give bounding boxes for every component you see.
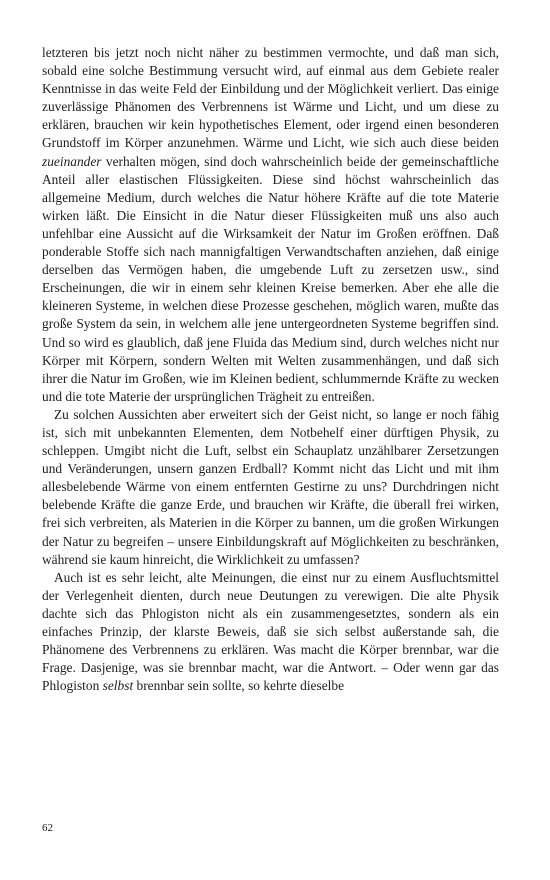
paragraph-1 xyxy=(42,44,499,406)
paragraph-1-text-b: verhalten mögen, sind doch wahrscheinlich beide der gemeinschaftliche Anteil aller elastischen Flüssigkeiten. Diese sind höchst wahrscheinlich das allgemeine Medium, durch welches die Natur höhere Kräfte auf die tote Materie wirken läßt. Die Einsicht in die Natur dieser Flüssigkeiten muß uns also auch unfehlbar eine Aussicht auf die Wirksamkeit der Natur im Großen eröffnen. Daß ponderable Stoffe sich nach mannigfaltigen Verwandtschaften anziehen, daß einige derselben das Vermögen haben, die umgebende Luft zu zersetzen usw., sind Erscheinungen, die wir in einem sehr kleinen Kreise bemerken. Aber ehe alle die kleineren Systeme, in welchen diese Prozesse geschehen, möglich waren, mußte das große System da sein, in welchem alle jene untergeordneten Systeme begriffen sind. Und so wird es glaublich, daß jene Fluida das Medium sind, durch welches nicht nur Körper mit Körpern, sondern Welten mit Welten zusammenhängen, und daß sich ihrer die Natur im Großen, wie im Kleinen bedient, schlummernde Kräfte zu wecken und die tote Materie der ursprünglichen Trägheit zu entreißen. xyxy=(42,153,499,404)
page-number: 62 xyxy=(42,822,53,834)
paragraph-3-text-a: Auch ist es sehr leicht, alte Meinungen, die einst nur zu einem Ausfluchtsmittel der Verlegenheit dienten, durch neue Deutungen zu verewigen. Die alte Physik dachte sich das Phlogiston nicht als ein zusammengesetztes, sondern als ein einfaches Prinzip, der klarste Beweis, daß sie sich selbst außerstande sah, die Phänomene des Verbrennens zu erklären. Was macht die Körper brennbar, war die Frage. Dasjenige, was sie brennbar macht, war die Antwort. – Oder wenn gar das Phlogiston xyxy=(42,569,499,694)
paragraph-2 xyxy=(42,406,499,569)
paragraph-3-emphasis: selbst xyxy=(102,678,134,694)
page-body xyxy=(42,44,499,695)
paragraph-3 xyxy=(42,569,499,696)
paragraph-2-text: Zu solchen Aussichten aber erweitert sich der Geist nicht, so lange er noch fähig ist, sich mit unbekannten Elementen, dem Notbehelf einer dürftigen Physik, zu schleppen. Umgibt nicht die Luft, selbst ein Schauplatz unzählbarer Zersetzungen und Veränderungen, unsern ganzen Erdball? Kommt nicht das Licht und mit ihm allesbelebende Wärme von einem entfernten Gestirne zu uns? Durchdringen nicht belebende Kräfte die ganze Erde, und brauchen wir Kräfte, die überall frei wirken, frei sich verbreiten, als Materien in die Körper zu bannen, um die großen Wirkungen der Natur zu begreifen – unsere Einbildungskraft auf Möglichkeiten zu beschränken, während sie kaum hinreicht, die Wirklichkeit zu umfassen? xyxy=(42,406,499,567)
paragraph-3-text-b: brennbar sein sollte, so kehrte dieselbe xyxy=(133,678,345,694)
paragraph-1-text-a: letzteren bis jetzt noch nicht näher zu bestimmen vermochte, und daß man sich, sobald eine solche Bestimmung versucht wird, auf einmal aus dem Gebiete realer Kenntnisse in das weite Feld der Einbildung und der Möglichkeit verliert. Das einige zuverlässige Phänomen des Verbrennens ist Wärme und Licht, und um diese zu erklären, brauchen wir kein hypothetisches Element, oder irgend einen besonderen Grundstoff im Körper anzunehmen. Wärme und Licht, wie sich auch diese beiden xyxy=(42,45,499,151)
paragraph-1-emphasis: zueinander xyxy=(42,153,102,169)
